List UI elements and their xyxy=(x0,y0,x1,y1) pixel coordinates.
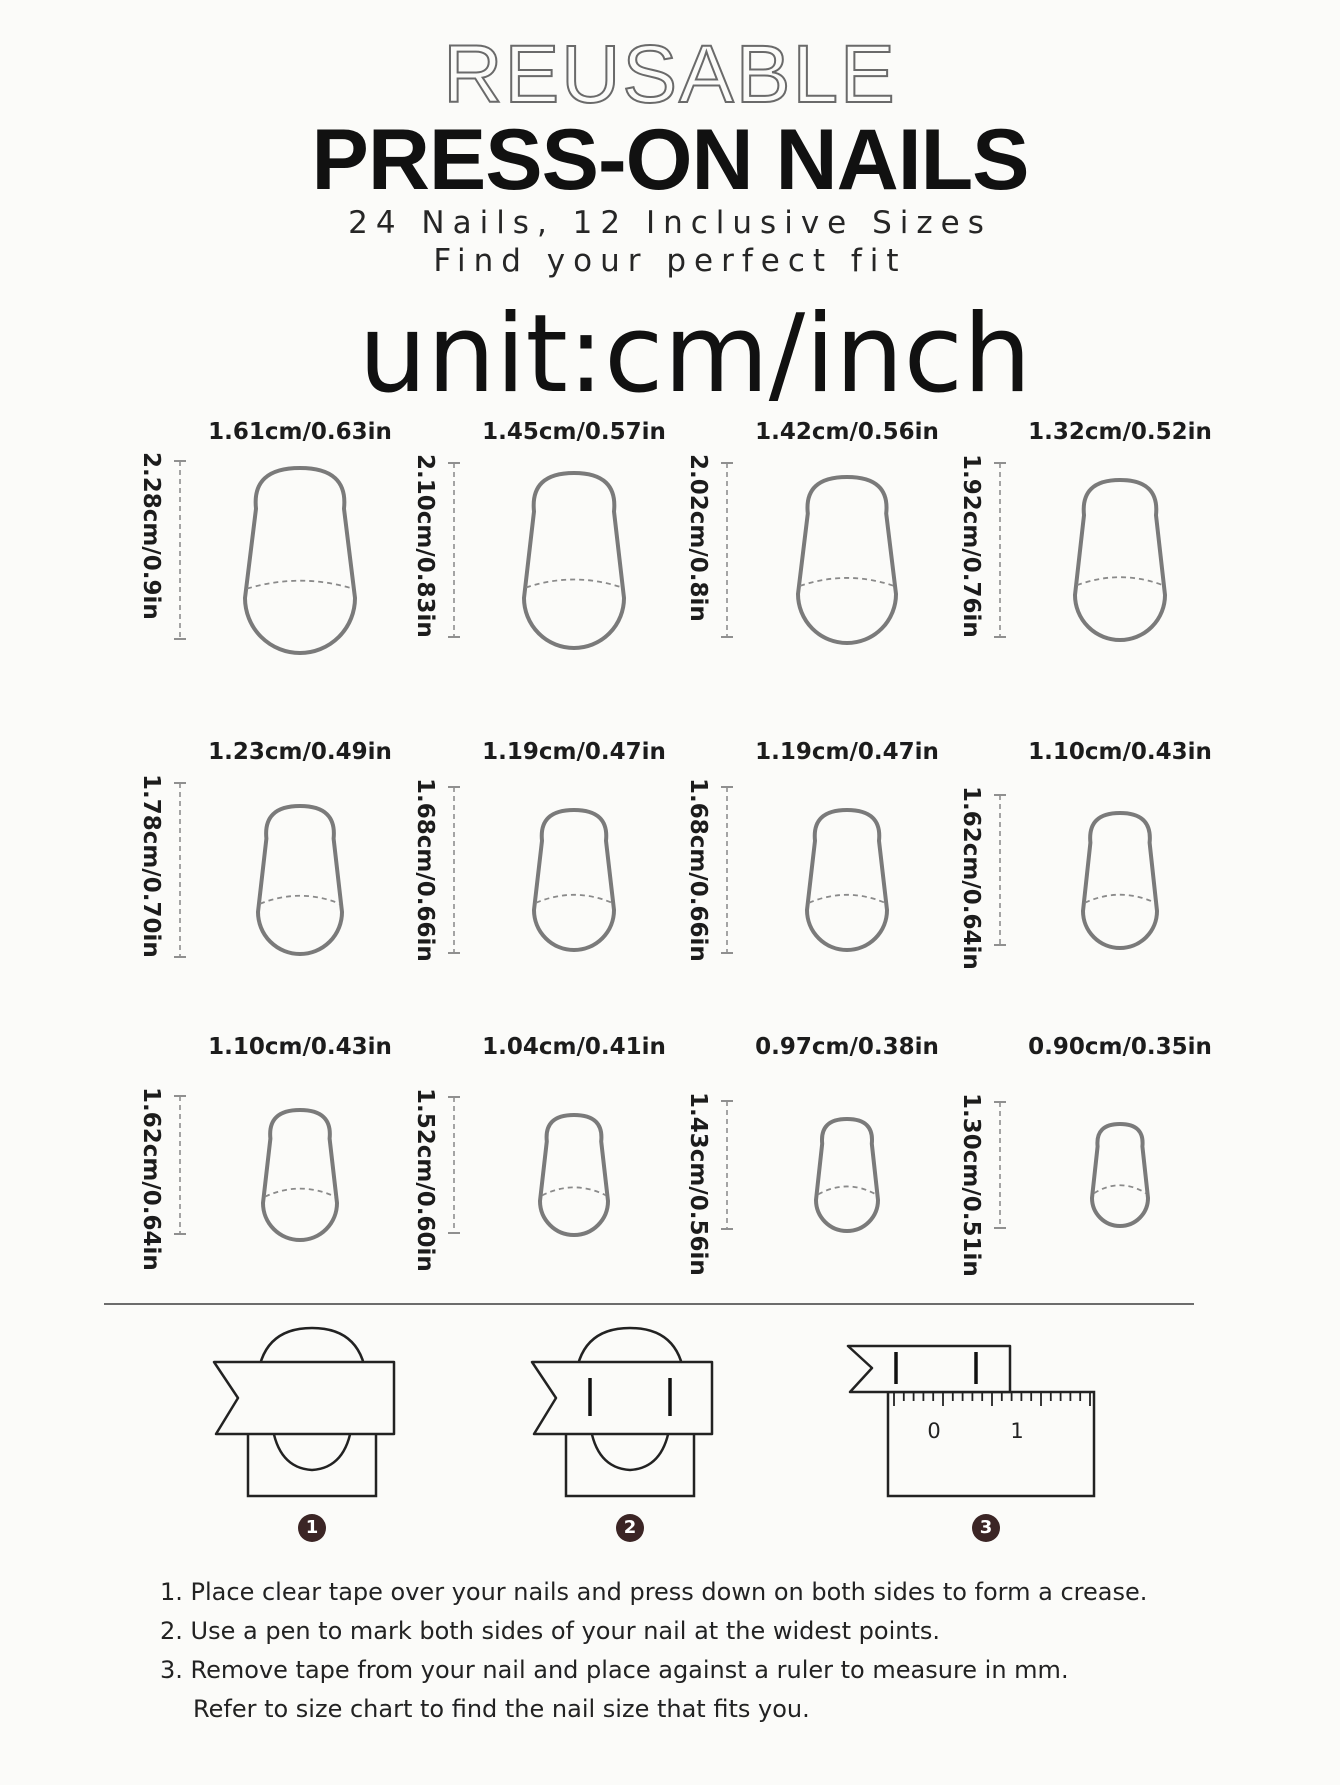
nail-width-label: 1.23cm/0.49in xyxy=(208,739,392,765)
title-reusable: REUSABLE xyxy=(443,29,897,120)
nail-width-label: 1.42cm/0.56in xyxy=(755,419,939,445)
step-3-ruler-illustration xyxy=(840,1338,1100,1508)
instruction-4: Refer to size chart to find the nail size that fits you. xyxy=(193,1695,810,1723)
nail-length-ruler xyxy=(992,794,1012,946)
nail-shape xyxy=(1071,476,1169,644)
nail-length-ruler xyxy=(446,462,466,638)
nail-shape xyxy=(520,469,628,652)
step-3-badge: 3 xyxy=(972,1514,1000,1542)
nail-length-ruler xyxy=(446,786,466,954)
subtitle-count: 24 Nails, 12 Inclusive Sizes xyxy=(348,205,992,241)
nail-shape xyxy=(812,1115,882,1235)
instruction-3: 3. Remove tape from your nail and place against a ruler to measure in mm. xyxy=(160,1656,1069,1684)
nail-shape xyxy=(803,806,891,954)
nail-length-label: 1.62cm/0.64in xyxy=(138,1087,164,1271)
nail-size-6 xyxy=(404,735,684,995)
nail-size-5 xyxy=(130,735,410,995)
step-2-mark-illustration xyxy=(530,1318,730,1508)
nail-length-ruler xyxy=(992,462,1012,638)
nail-size-9 xyxy=(130,1030,410,1290)
nail-width-label: 1.04cm/0.41in xyxy=(482,1034,666,1060)
nail-length-ruler xyxy=(172,460,192,640)
nail-length-ruler xyxy=(719,786,739,954)
nail-shape xyxy=(259,1106,341,1244)
nail-length-ruler xyxy=(446,1096,466,1234)
nail-length-ruler xyxy=(172,782,192,958)
nail-length-ruler xyxy=(172,1095,192,1235)
step-1-badge: 1 xyxy=(298,1514,326,1542)
nail-size-1 xyxy=(130,415,410,675)
nail-length-label: 2.02cm/0.8in xyxy=(685,454,711,622)
nail-length-label: 1.52cm/0.60in xyxy=(412,1088,438,1272)
nail-width-label: 1.10cm/0.43in xyxy=(1028,739,1212,765)
nail-shape xyxy=(1088,1120,1152,1230)
section-divider xyxy=(104,1303,1194,1305)
nail-size-11 xyxy=(677,1030,957,1290)
nail-length-label: 1.30cm/0.51in xyxy=(958,1093,984,1277)
nail-size-12 xyxy=(950,1030,1230,1290)
subtitle-fit: Find your perfect fit xyxy=(433,243,907,279)
nail-length-label: 1.62cm/0.64in xyxy=(958,786,984,970)
nail-width-label: 0.90cm/0.35in xyxy=(1028,1034,1212,1060)
instruction-1: 1. Place clear tape over your nails and press down on both sides to form a crease. xyxy=(160,1578,1148,1606)
nail-shape xyxy=(794,473,900,647)
nail-length-label: 2.10cm/0.83in xyxy=(412,454,438,638)
nail-width-label: 0.97cm/0.38in xyxy=(755,1034,939,1060)
nail-width-label: 1.19cm/0.47in xyxy=(482,739,666,765)
ruler-label-1: 1 xyxy=(1010,1419,1024,1443)
nail-size-3 xyxy=(677,415,957,675)
nail-shape xyxy=(536,1111,612,1239)
nail-width-label: 1.45cm/0.57in xyxy=(482,419,666,445)
nail-length-label: 1.78cm/0.70in xyxy=(138,774,164,958)
nail-width-label: 1.19cm/0.47in xyxy=(755,739,939,765)
nail-size-8 xyxy=(950,735,1230,995)
nail-shape xyxy=(1079,809,1161,952)
nail-length-label: 1.68cm/0.66in xyxy=(685,778,711,962)
nail-shape xyxy=(254,802,346,958)
unit-label: unit:cm/inch xyxy=(358,292,1032,417)
ruler-label-0: 0 xyxy=(927,1419,941,1443)
nail-width-label: 1.32cm/0.52in xyxy=(1028,419,1212,445)
step-1-tape-illustration xyxy=(212,1318,412,1508)
nail-width-label: 1.10cm/0.43in xyxy=(208,1034,392,1060)
nail-length-ruler xyxy=(992,1101,1012,1229)
step-2-badge: 2 xyxy=(616,1514,644,1542)
nail-length-ruler xyxy=(719,1100,739,1230)
title-press-on-nails: PRESS-ON NAILS xyxy=(311,112,1029,208)
nail-length-label: 2.28cm/0.9in xyxy=(138,452,164,620)
nail-length-label: 1.92cm/0.76in xyxy=(958,454,984,638)
nail-size-10 xyxy=(404,1030,684,1290)
nail-shape xyxy=(530,806,618,954)
instruction-2: 2. Use a pen to mark both sides of your nail at the widest points. xyxy=(160,1617,941,1645)
nail-size-2 xyxy=(404,415,684,675)
nail-length-ruler xyxy=(719,462,739,638)
nail-size-4 xyxy=(950,415,1230,675)
nail-width-label: 1.61cm/0.63in xyxy=(208,419,392,445)
nail-length-label: 1.68cm/0.66in xyxy=(412,778,438,962)
nail-length-label: 1.43cm/0.56in xyxy=(685,1092,711,1276)
nail-size-7 xyxy=(677,735,957,995)
nail-shape xyxy=(241,464,359,657)
